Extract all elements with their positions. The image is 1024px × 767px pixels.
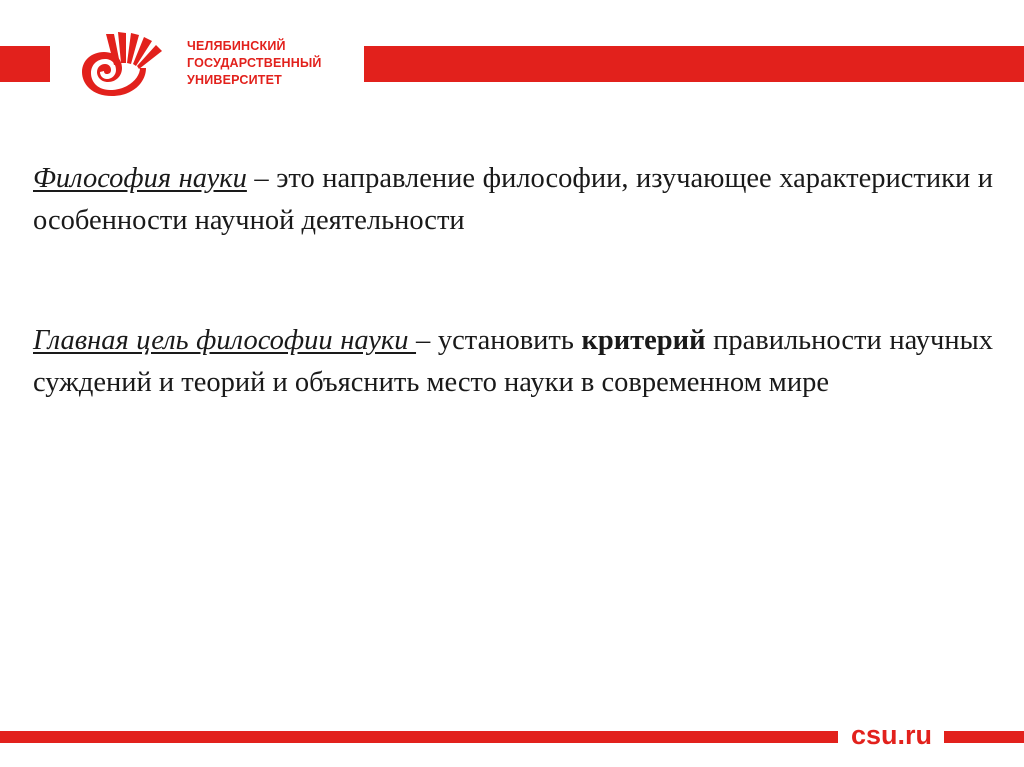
university-name-line-3: УНИВЕРСИТЕТ [187,73,282,87]
university-name-line-2: ГОСУДАРСТВЕННЫЙ [187,56,322,70]
header-bar-right [364,46,1024,82]
footer-bar-right [944,731,1024,743]
university-name [187,38,322,89]
footer-site-link[interactable]: csu.ru [851,720,933,750]
footer-bar-left [0,731,838,743]
goal-paragraph [33,320,993,404]
header-bar-left [0,46,50,82]
goal-text: правильности научных суждений и теорий и объяснить место науки в современном мире [33,325,994,398]
definition-paragraph [33,158,993,242]
csu-spiral-logo-icon [76,28,168,100]
goal-bold-word: критерий [581,325,706,356]
goal-dash-text: – установить [416,325,582,356]
goal-term: Главная цель философии науки [33,325,417,356]
definition-term: Философия науки [33,163,247,194]
university-name-line-1: ЧЕЛЯБИНСКИЙ [187,39,286,53]
definition-text: – это направление философии, изучающее характеристики и особенности научной деятельности [33,163,993,236]
